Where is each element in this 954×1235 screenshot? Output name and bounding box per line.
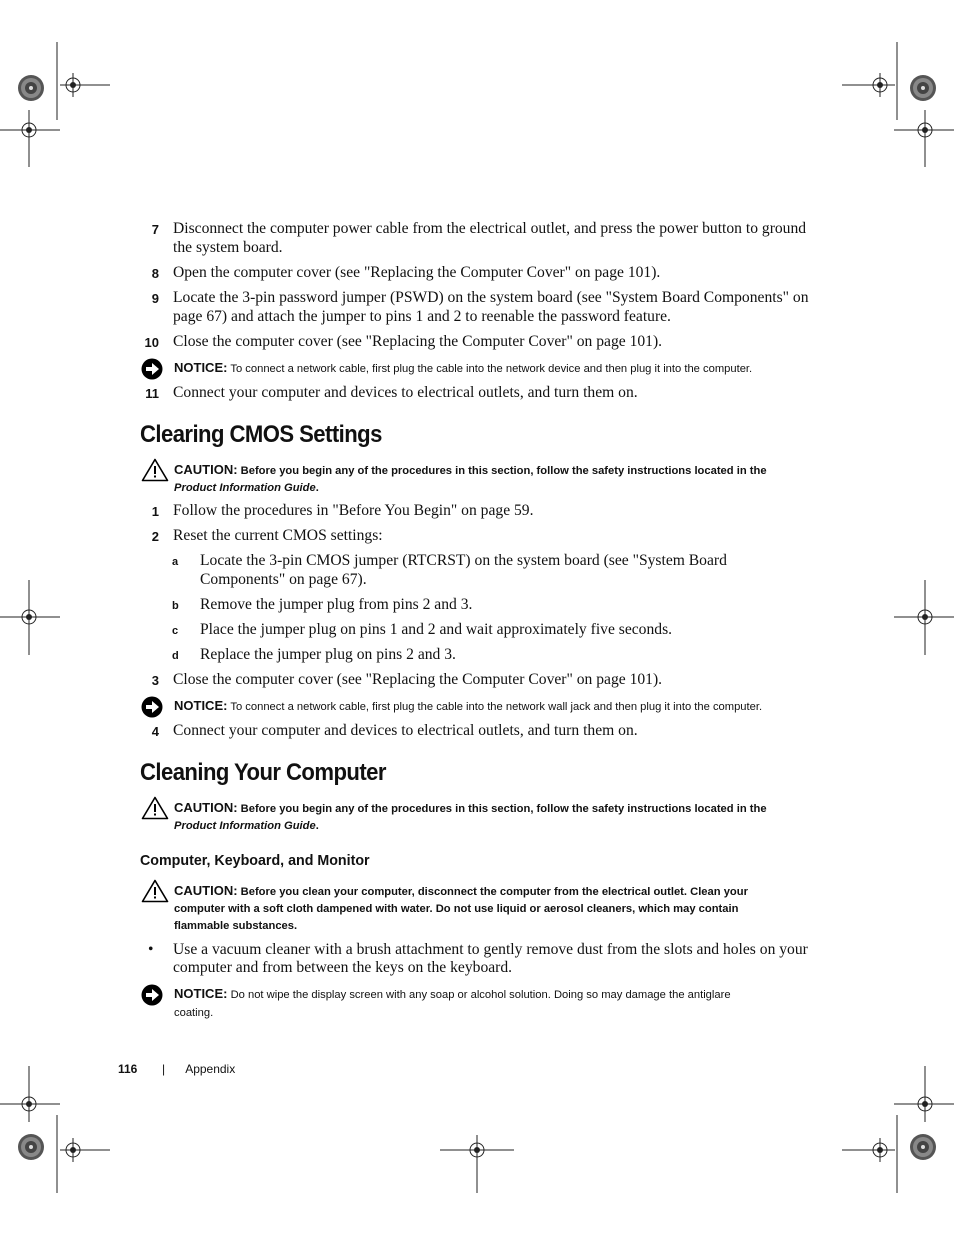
notice-text: To connect a network cable, first plug the cable into the network wall jack and then plug it into the computer. [230, 701, 763, 713]
page-footer [118, 1062, 235, 1076]
step-text: Open the computer cover (see "Replacing the Computer Cover" on page 101). [173, 264, 661, 281]
step-number: 9 [151, 291, 159, 306]
substep-letter: a [172, 556, 179, 568]
caution-triangle-icon [141, 796, 169, 820]
step-number: 2 [151, 529, 159, 544]
step-text: Connect your computer and devices to electrical outlets, and turn them on. [173, 722, 638, 739]
notice-label: NOTICE: [174, 360, 228, 375]
notice-label: NOTICE: [174, 698, 228, 713]
substep-letter: d [172, 650, 179, 662]
bullet-text: Use a vacuum cleaner with a brush attachment to gently remove dust from the slots and holes on your computer and from between the keys on the keyboard. [173, 941, 808, 976]
step-number: 3 [151, 673, 159, 688]
notice-arrow-icon [141, 984, 165, 1006]
caution-label: CAUTION: [174, 462, 238, 477]
caution-text: Before you begin any of the procedures in this section, follow the safety instructions located in the [240, 803, 767, 815]
caution-label: CAUTION: [174, 883, 238, 898]
step-text: Disconnect the computer power cable from the electrical outlet, and press the power button to ground the system board. [173, 220, 807, 256]
step-text: Locate the 3-pin password jumper (PSWD) on the system board (see "System Board Components" on page 67) and attach the jumper to pins 1 and 2 to reenable the password feature. [173, 289, 809, 325]
step-number: 10 [144, 335, 159, 350]
caution-end: . [315, 482, 319, 494]
notice-text: Do not wipe the display screen with any soap or alcohol solution. Doing so may damage the antiglare coating. [174, 989, 731, 1019]
substep-text: Place the jumper plug on pins 1 and 2 and wait approximately five seconds. [200, 621, 673, 638]
guide-title: Product Information Guide [174, 482, 316, 494]
caution-triangle-icon [141, 458, 169, 482]
notice-label: NOTICE: [174, 986, 228, 1001]
notice-text: To connect a network cable, first plug the cable into the network device and then plug it into the computer. [230, 363, 753, 375]
caution-label: CAUTION: [174, 800, 238, 815]
subsection-heading: Computer, Keyboard, and Monitor [140, 852, 370, 869]
caution-triangle-icon [141, 879, 169, 903]
section-heading: Cleaning Your Computer [140, 759, 386, 786]
footer-separator: | [162, 1062, 166, 1076]
step-text: Follow the procedures in "Before You Begin" on page 59. [173, 502, 534, 519]
step-text: Close the computer cover (see "Replacing the Computer Cover" on page 101). [173, 333, 663, 350]
step-number: 11 [145, 386, 159, 401]
step-text: Reset the current CMOS settings: [173, 527, 383, 544]
step-number: 1 [151, 504, 159, 519]
caution-text: Before you clean your computer, disconnect the computer from the electrical outlet. Clean your computer with a soft cloth dampened with water. Do not use liquid or aerosol cleaners, which may contain flammable substances. [174, 886, 748, 932]
step-number: 8 [151, 266, 159, 281]
step-number: 7 [151, 222, 159, 237]
step-number: 4 [151, 724, 159, 739]
notice-arrow-icon [141, 696, 165, 718]
substep-text: Locate the 3-pin CMOS jumper (RTCRST) on the system board (see "System Board Components" on page 67). [200, 552, 727, 588]
substep-letter: b [172, 600, 179, 612]
guide-title: Product Information Guide [174, 820, 316, 832]
notice-arrow-icon [141, 358, 165, 380]
page-number: 116 [118, 1062, 138, 1076]
section-heading: Clearing CMOS Settings [140, 421, 382, 448]
step-text: Close the computer cover (see "Replacing the Computer Cover" on page 101). [173, 671, 663, 688]
caution-end: . [315, 820, 319, 832]
substep-letter: c [172, 625, 179, 637]
footer-section: Appendix [185, 1062, 236, 1076]
caution-text: Before you begin any of the procedures in this section, follow the safety instructions located in the [240, 465, 767, 477]
substep-text: Replace the jumper plug on pins 2 and 3. [200, 646, 456, 663]
step-text: Connect your computer and devices to electrical outlets, and turn them on. [173, 384, 638, 401]
substep-text: Remove the jumper plug from pins 2 and 3. [200, 596, 473, 613]
bullet-marker: • [148, 941, 154, 958]
